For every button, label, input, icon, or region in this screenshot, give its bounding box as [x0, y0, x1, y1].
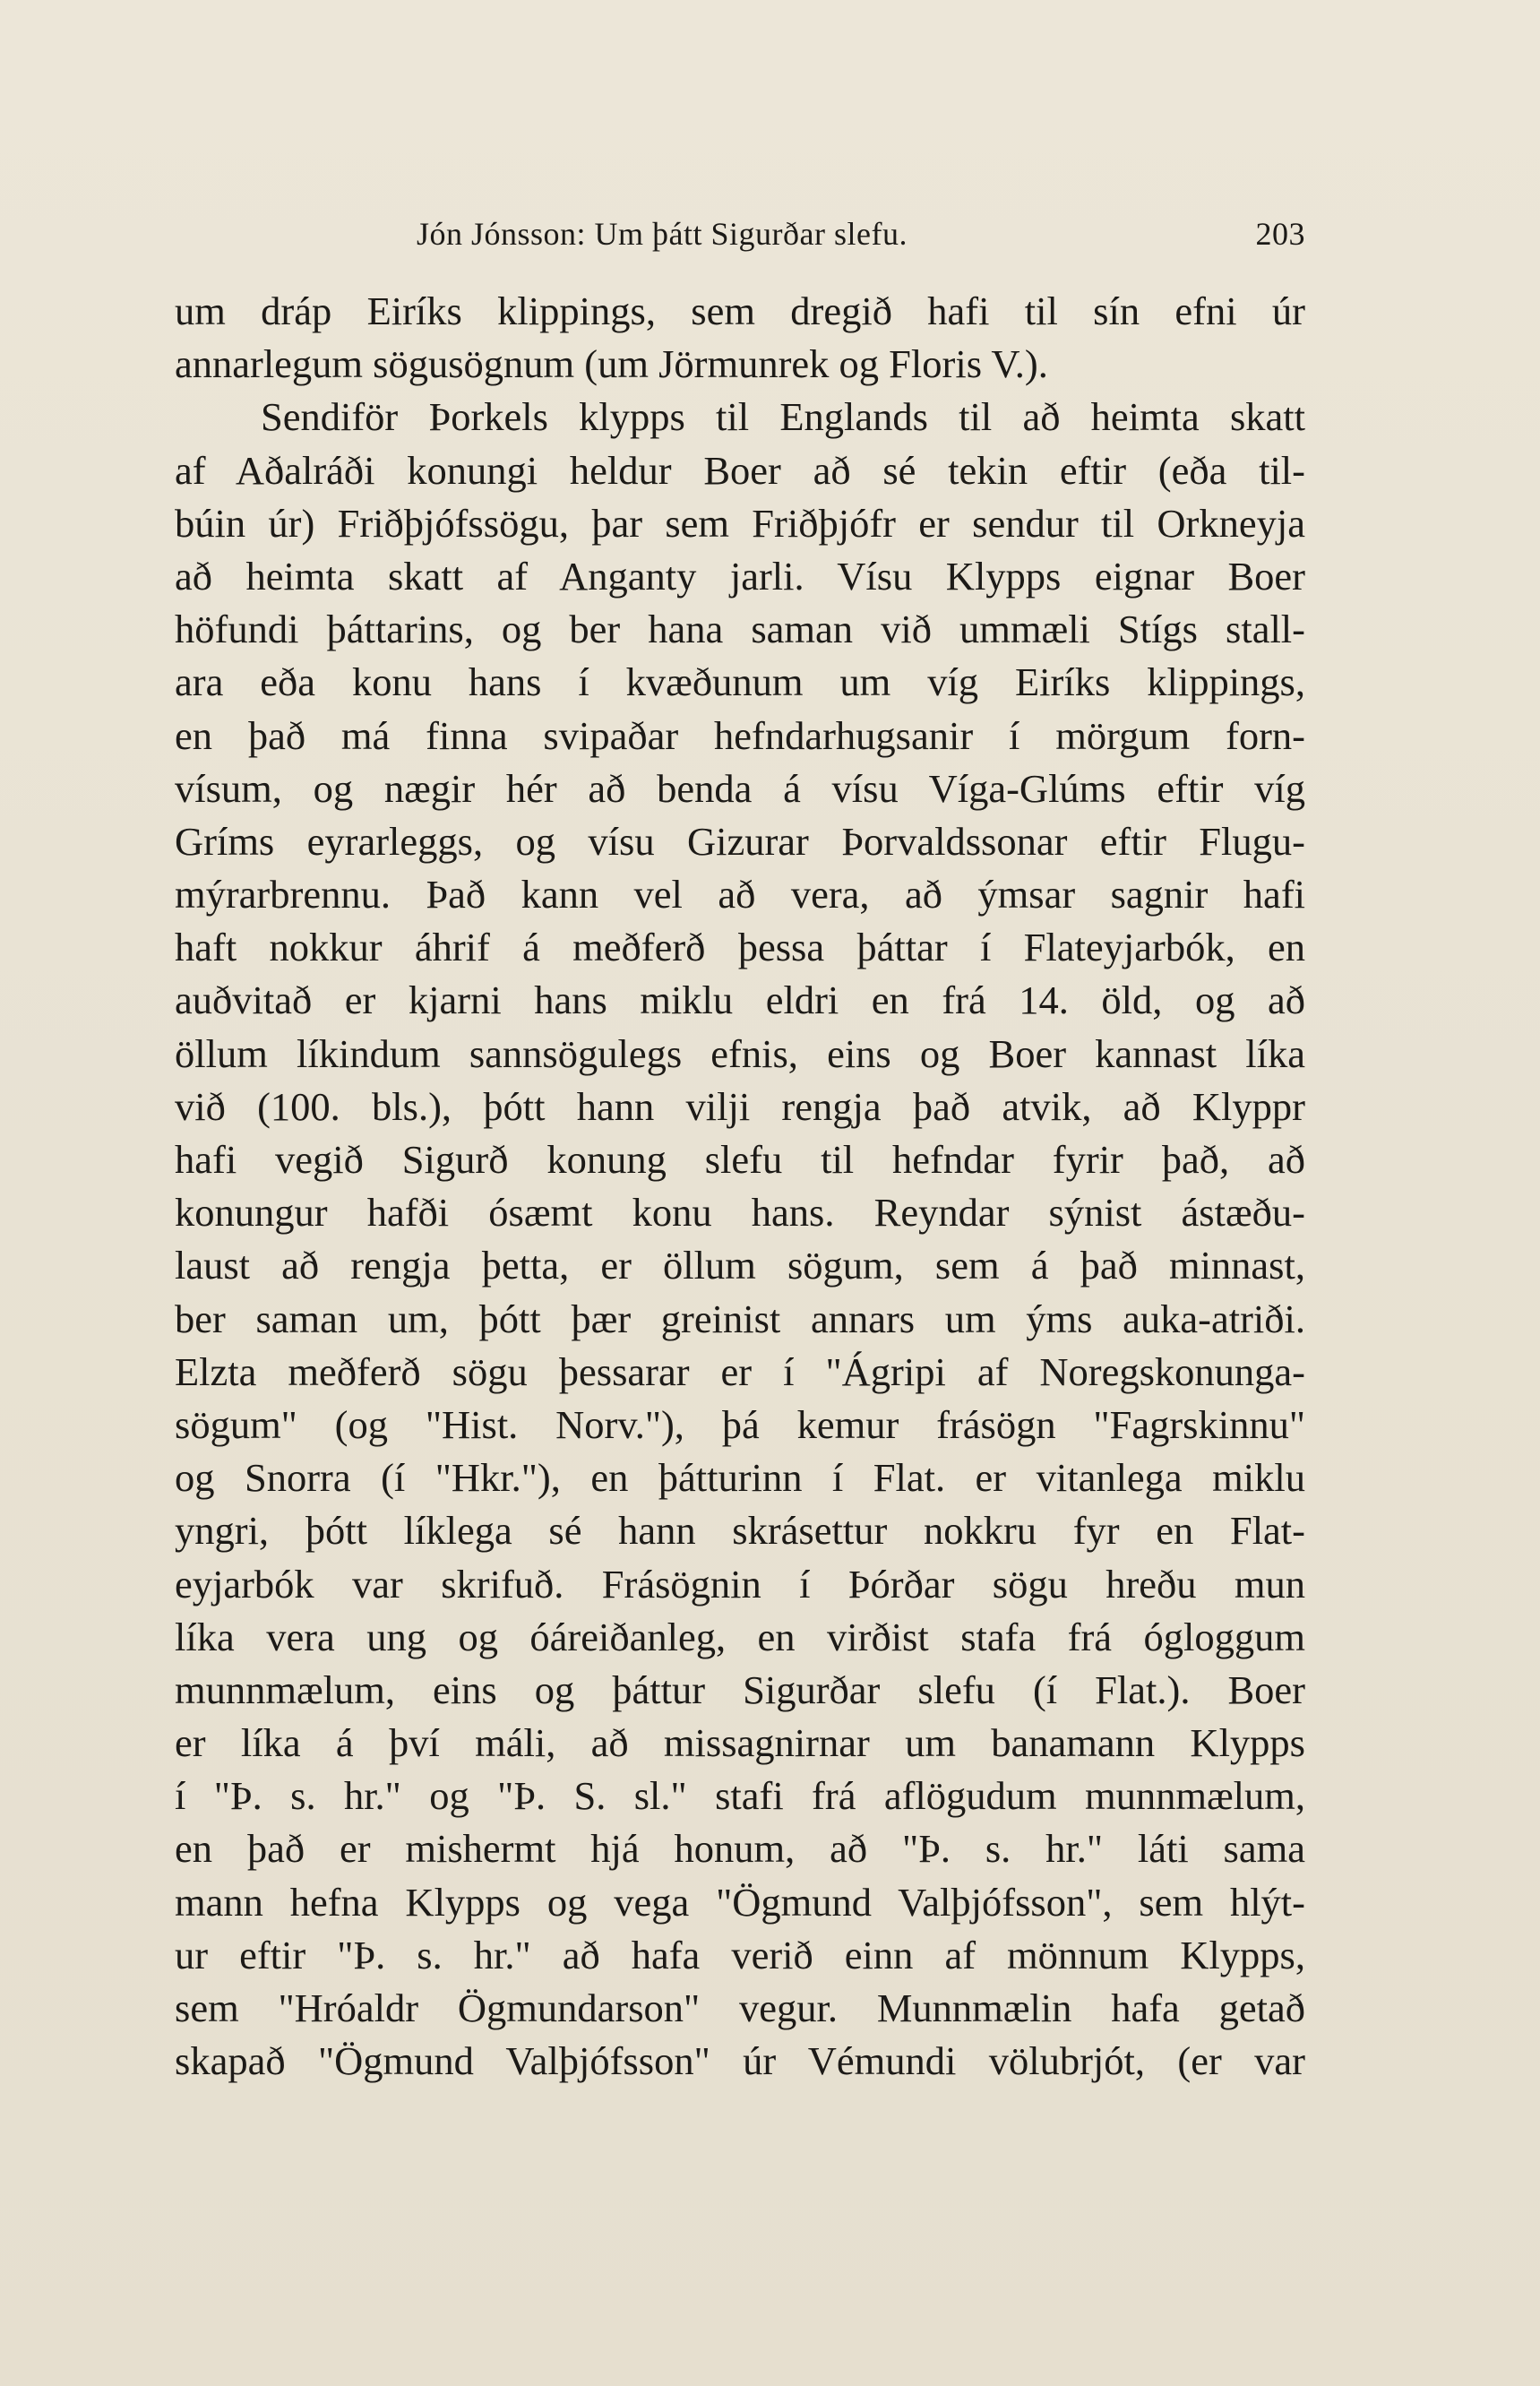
text-line: skapað "Ögmund Valþjófsson" úr Vémundi völubrjót, (er var: [175, 2038, 1305, 2084]
body-text: [175, 285, 1305, 2088]
text-line: um dráp Eiríks klippings, sem dregið hafi til sín efni úr: [175, 289, 1305, 333]
text-line: mýrarbrennu. Það kann vel að vera, að ýmsar sagnir hafi: [175, 872, 1305, 917]
text-line: og Snorra (í "Hkr."), en þátturinn í Flat. er vitanlega miklu: [175, 1455, 1305, 1501]
text-line: sögum" (og "Hist. Norv."), þá kemur frásögn "Fagrskinnu": [175, 1401, 1305, 1447]
text-line: öllum líkindum sannsögulegs efnis, eins og Boer kannast líka: [175, 1030, 1305, 1076]
text-line: Gríms eyrarleggs, og vísu Gizurar Þorvaldssonar eftir Flugu-: [175, 818, 1305, 864]
text-line: auðvitað er kjarni hans miklu eldri en frá 14. öld, og að: [175, 978, 1305, 1023]
text-line: ur eftir "Þ. s. hr." að hafa verið einn af mönnum Klypps,: [175, 1932, 1305, 1977]
page-number: 203: [1255, 216, 1305, 252]
text-line: Sendiför Þorkels klypps til Englands til að heimta skatt: [261, 394, 1305, 440]
text-line: haft nokkur áhrif á meðferð þessa þáttar í Flateyjarbók, en: [175, 925, 1305, 970]
text-line: hafi vegið Sigurð konung slefu til hefndar fyrir það, að: [175, 1137, 1305, 1182]
text-line: en það má finna svipaðar hefndarhugsanir í mörgum forn-: [175, 712, 1305, 758]
text-line: höfundi þáttarins, og ber hana saman við ummæli Stígs stall-: [175, 607, 1305, 652]
text-line: laust að rengja þetta, er öllum sögum, sem á það minnast,: [175, 1243, 1305, 1288]
text-line: Elzta meðferð sögu þessarar er í "Ágripi af Noregskonunga-: [175, 1348, 1305, 1394]
text-line: búin úr) Friðþjófssögu, þar sem Friðþjófr er sendur til Orkneyja: [175, 500, 1305, 546]
text-line: konungur hafði ósæmt konu hans. Reyndar sýnist ástæðu-: [175, 1190, 1305, 1236]
text-line: er líka á því máli, að missagnirnar um banamann Klypps: [175, 1720, 1305, 1766]
text-line: yngri, þótt líklega sé hann skrásettur nokkru fyr en Flat-: [175, 1508, 1305, 1554]
text-line: ber saman um, þótt þær greinist annars um ýms auka-atriði.: [175, 1296, 1305, 1341]
text-line: annarlegum sögusögnum (um Jörmunrek og Floris V.).: [175, 341, 1048, 387]
text-line: við (100. bls.), þótt hann vilji rengja það atvik, að Klyppr: [175, 1083, 1305, 1129]
running-title: Jón Jónsson: Um þátt Sigurðar slefu.: [417, 216, 908, 252]
text-line: vísum, og nægir hér að benda á vísu Víga-Glúms eftir víg: [175, 765, 1305, 811]
text-line: ara eða konu hans í kvæðunum um víg Eiríks klippings,: [175, 659, 1305, 705]
text-line: að heimta skatt af Anganty jarli. Vísu Klypps eignar Boer: [175, 553, 1305, 599]
text-line: líka vera ung og óáreiðanleg, en virðist stafa frá ógloggum: [175, 1614, 1305, 1659]
text-line: en það er mishermt hjá honum, að "Þ. s. hr." láti sama: [175, 1826, 1305, 1872]
text-line: mann hefna Klypps og vega "Ögmund Valþjófsson", sem hlýt-: [175, 1879, 1305, 1925]
text-line: sem "Hróaldr Ögmundarson" vegur. Munnmælin hafa getað: [175, 1985, 1305, 2030]
text-line: munnmælum, eins og þáttur Sigurðar slefu (í Flat.). Boer: [175, 1667, 1305, 1712]
text-line: af Aðalráði konungi heldur Boer að sé tekin eftir (eða til-: [175, 447, 1305, 493]
page-header: [175, 215, 1305, 260]
text-line: í "Þ. s. hr." og "Þ. S. sl." stafi frá aflögudum munnmælum,: [175, 1773, 1305, 1819]
text-line: eyjarbók var skrifuð. Frásögnin í Þórðar sögu hreðu mun: [175, 1561, 1305, 1606]
